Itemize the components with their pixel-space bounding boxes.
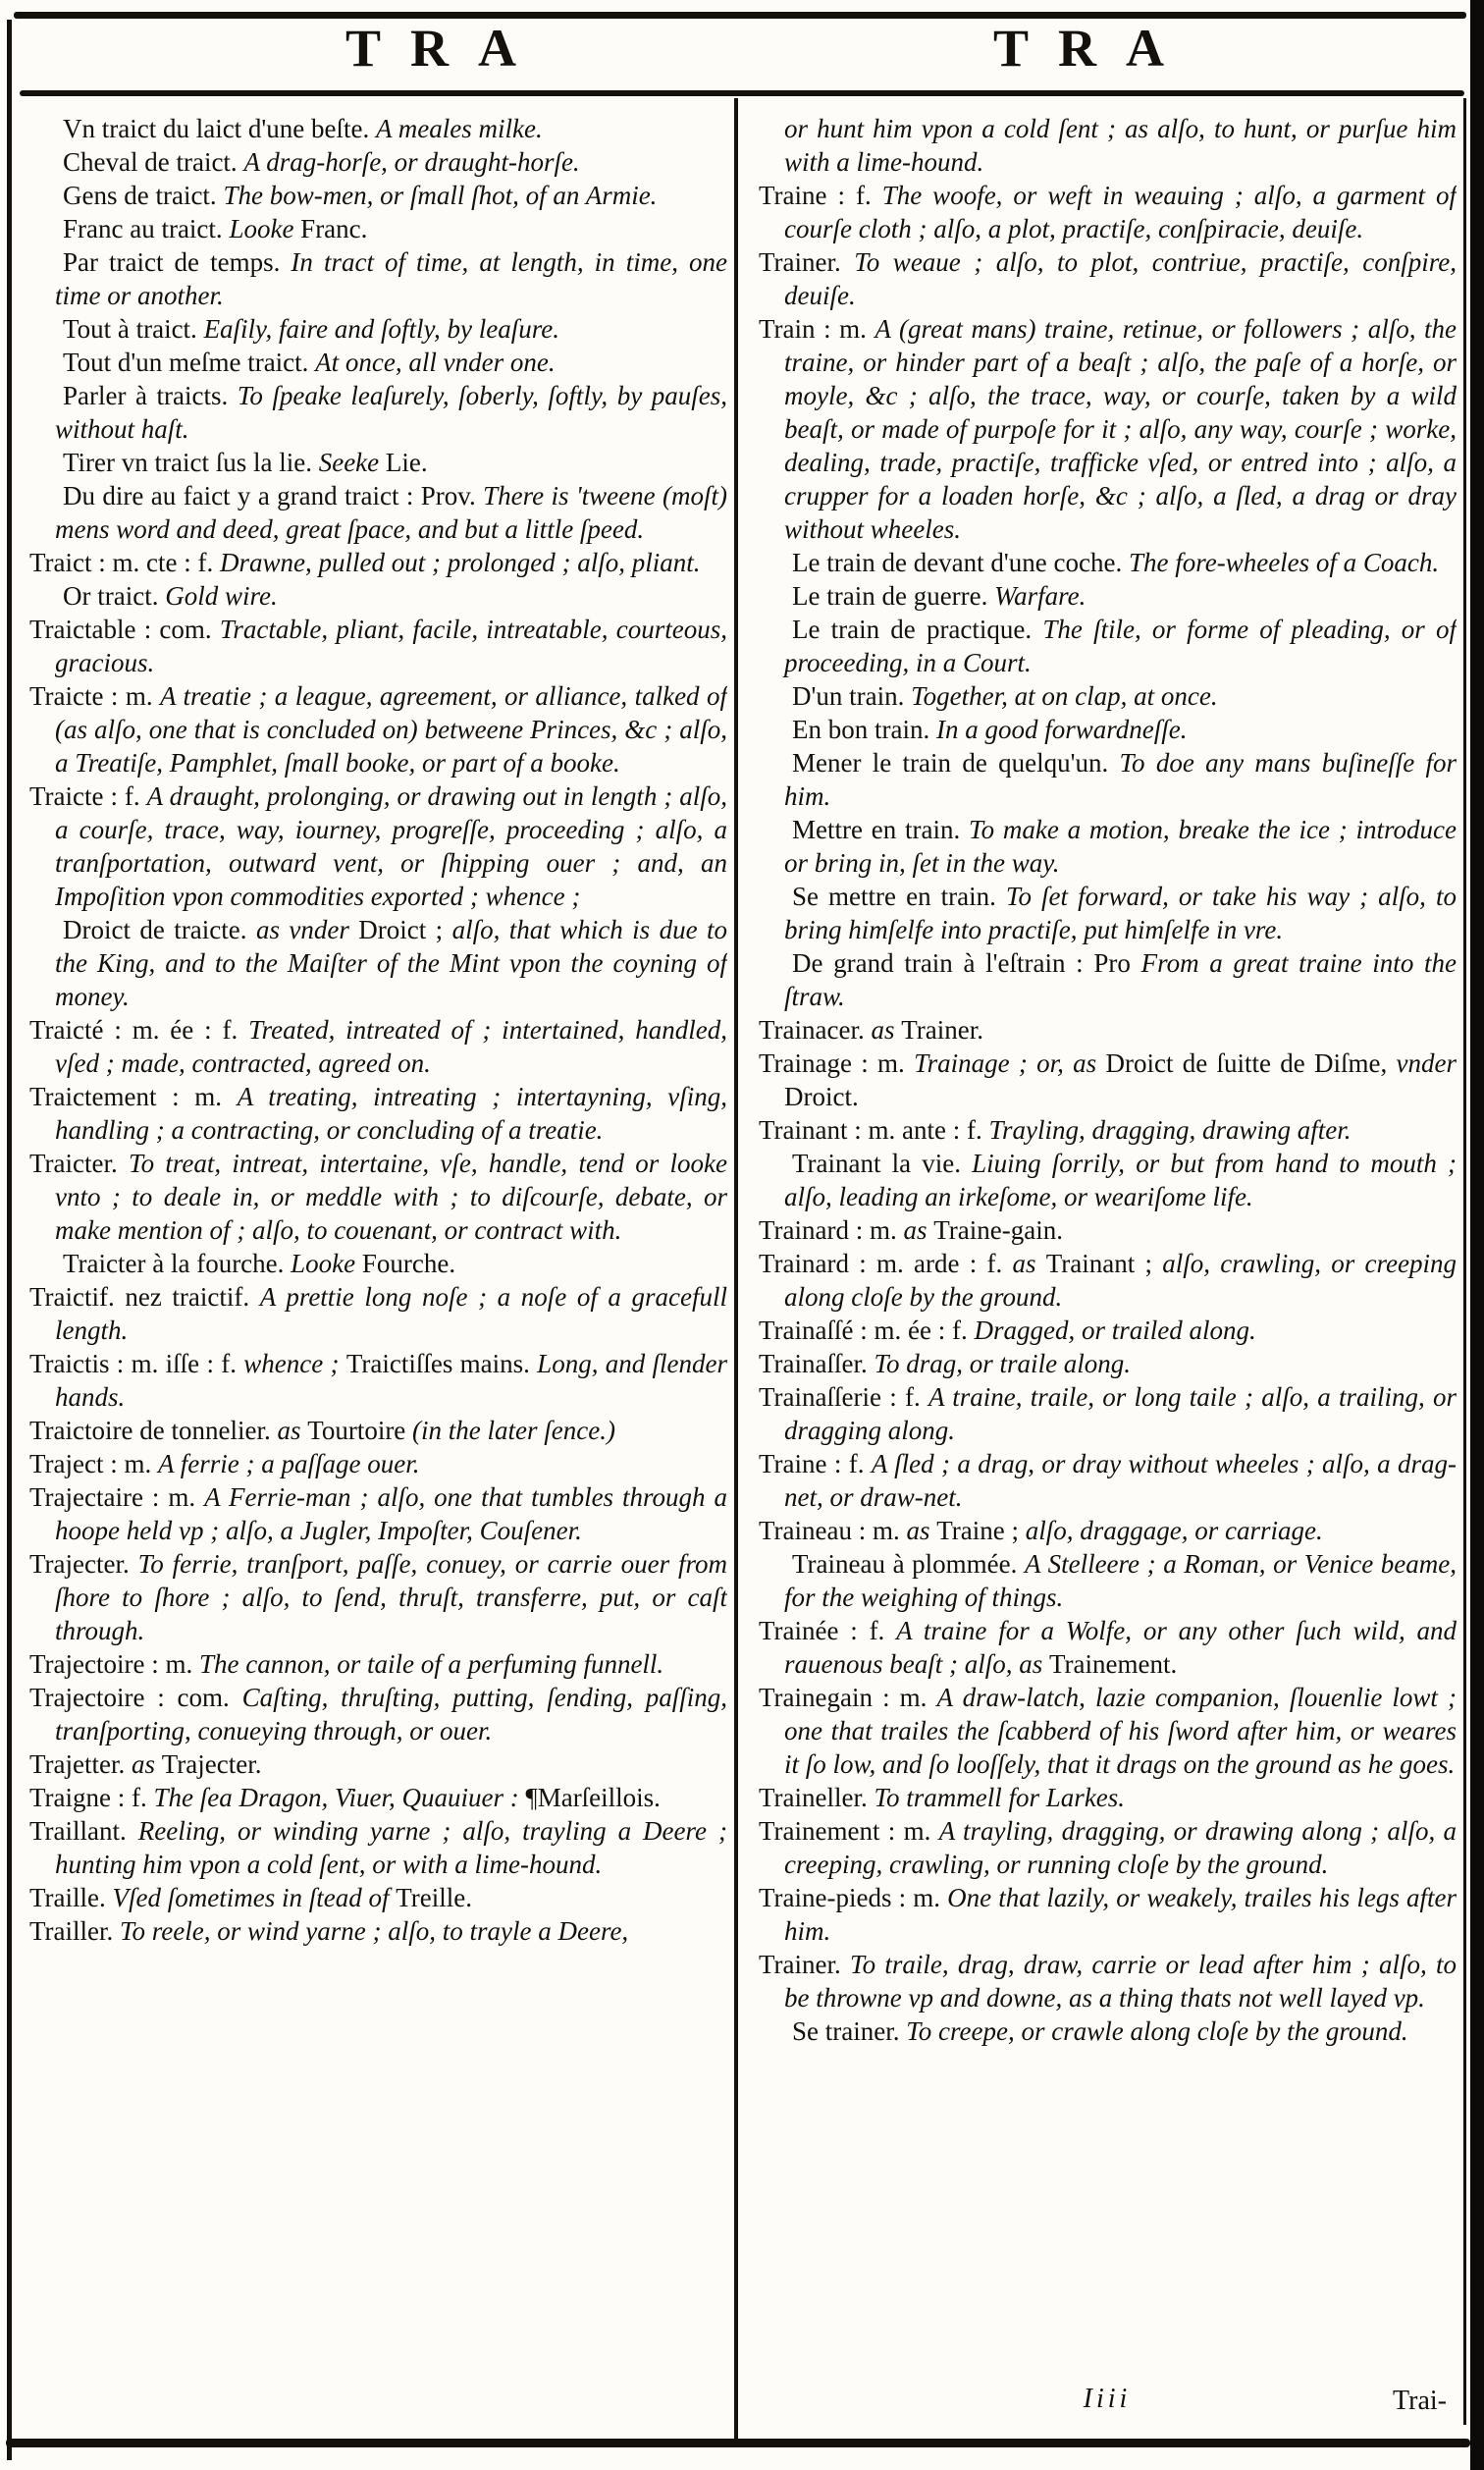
dictionary-entry [29, 1080, 727, 1147]
lemma-segment: Trainer. [759, 1950, 851, 1979]
gloss-segment: as [277, 1416, 308, 1445]
gloss-segment: One that lazily, or weakely, trailes his legs after him. [784, 1883, 1457, 1946]
lemma-segment: Traineau : m. [759, 1516, 907, 1545]
lemma-segment: Franc. [300, 214, 368, 243]
header-rule [20, 90, 1464, 96]
dictionary-entry [29, 112, 727, 145]
lemma-segment: Traicte : f. [29, 781, 147, 811]
gloss-segment: Together, at on clap, at once. [911, 681, 1218, 711]
gloss-segment: There is 'tweene (moſt) mens word and deed, great ſpace, and but a little ſpeed. [55, 481, 727, 544]
dictionary-entry [759, 1514, 1457, 1547]
lemma-segment: Droict. [784, 1082, 859, 1111]
gloss-segment: Tractable, pliant, facile, intreatable, courteous, gracious. [55, 615, 727, 677]
dictionary-entry [29, 1280, 727, 1347]
gloss-segment: Eaſily, faire and ſoftly, by leaſure. [203, 314, 560, 344]
lemma-segment: Traictis : m. iſſe : f. [29, 1349, 244, 1378]
lemma-segment: Droict ; [358, 915, 452, 944]
lemma-segment: Droict de traicte. [63, 915, 256, 944]
running-head-right: TRA [993, 19, 1194, 78]
dictionary-entry [29, 179, 727, 212]
column-right [759, 112, 1457, 2409]
lemma-segment: Se trainer. [792, 2016, 907, 2046]
lemma-segment: Trainement. [1049, 1649, 1178, 1679]
gloss-segment: To creepe, or crawle along cloſe by the ground. [906, 2016, 1408, 2046]
lemma-segment: Le train de devant d'une coche. [792, 548, 1129, 577]
column-left [29, 112, 727, 2409]
gloss-segment: A Stelleere ; a Roman, or Venice beame, for the weighing of things. [784, 1549, 1457, 1612]
gloss-segment: A draught, prolonging, or drawing out in length ; alſo, a courſe, trace, way, iourney, progreſſe, proceeding ; alſo, a tranſportation, outward vent, or ſhipping ouer ; and, an Impoſition vpon commodities exported ; whence ; [55, 781, 727, 911]
lemma-segment: Traine : f. [759, 181, 882, 210]
dictionary-entry [29, 613, 727, 679]
lemma-segment: Traject : m. [29, 1449, 158, 1478]
gloss-segment: To doe any mans buſineſſe for him. [784, 748, 1457, 811]
dictionary-entry [759, 1614, 1457, 1681]
gloss-segment: Trayling, dragging, drawing after. [988, 1115, 1352, 1145]
dictionary-entry [759, 1013, 1457, 1047]
lemma-segment: Tout à traict. [63, 314, 204, 344]
lemma-segment: Trainage : m. [759, 1048, 915, 1078]
lemma-segment: Trainer. [759, 247, 855, 277]
lemma-segment: Trainaſſé : m. ée : f. [759, 1316, 975, 1345]
lemma-segment: Fourche. [361, 1249, 456, 1278]
gloss-segment: Caſting, thruſting, putting, ſending, paſſing, tranſporting, conueying through, or ouer. [55, 1683, 727, 1745]
dictionary-entry [29, 1414, 727, 1447]
dictionary-entry [759, 746, 1457, 813]
dictionary-entry [759, 880, 1457, 946]
gloss-segment: alſo, that which is due to the King, and to the Maiſter of the Mint vpon the coyning of money. [55, 915, 727, 1011]
gloss-segment: as [1012, 1249, 1046, 1278]
lemma-segment: Traicté : m. ée : f. [29, 1015, 249, 1045]
lemma-segment: Trainée : f. [759, 1616, 897, 1645]
lemma-segment: Or traict. [63, 581, 166, 611]
lemma-segment: Trainaſſer. [759, 1349, 874, 1378]
lemma-segment: Trainard : m. [759, 1215, 904, 1245]
gloss-segment: A traine for a Wolfe, or any other ſuch wild, and rauenous beaſt ; alſo, as [784, 1616, 1457, 1679]
dictionary-entry [759, 312, 1457, 546]
gloss-segment: alſo, crawling, or creeping along cloſe by the ground. [784, 1249, 1457, 1312]
dictionary-entry [29, 679, 727, 779]
lemma-segment: Traictiſſes mains. [345, 1349, 538, 1378]
dictionary-entry [29, 1881, 727, 1914]
dictionary-entry [29, 913, 727, 1013]
dictionary-entry [759, 112, 1457, 179]
dictionary-entry [29, 546, 727, 579]
lemma-segment: Gens de traict. [63, 181, 224, 210]
lemma-segment: Traine-pieds : m. [759, 1883, 948, 1912]
lemma-segment: Traictif. nez traictif. [29, 1282, 260, 1312]
lemma-segment: Traicter. [29, 1149, 130, 1178]
lemma-segment: Traille. [29, 1883, 113, 1912]
lemma-segment: Tirer vn traict ſus la lie. [63, 448, 319, 477]
dictionary-entry [29, 212, 727, 245]
lemma-segment: Train : m. [759, 314, 875, 344]
dictionary-entry [29, 446, 727, 479]
lemma-segment: Trainacer. [759, 1015, 872, 1045]
lemma-segment: Traicte : m. [29, 681, 161, 711]
lemma-segment: Trajectoire : m. [29, 1649, 199, 1679]
gloss-segment: whence ; [243, 1349, 346, 1378]
gloss-segment: Looke [291, 1249, 362, 1278]
lemma-segment: D'un train. [792, 681, 912, 711]
gloss-segment: The bow-men, or ſmall ſhot, of an Armie. [223, 181, 658, 210]
gloss-segment: as vnder [255, 915, 359, 944]
gloss-segment: A ferrie ; a paſſage ouer. [158, 1449, 420, 1478]
dictionary-entry [759, 2014, 1457, 2048]
gloss-segment: Dragged, or trailed along. [974, 1316, 1256, 1345]
dictionary-entry [29, 1347, 727, 1414]
top-border-rule [14, 12, 1466, 19]
lemma-segment: Trajetter. [29, 1749, 132, 1779]
page-left-edge [7, 20, 12, 2460]
gloss-segment: A drag-horſe, or draught-horſe. [243, 147, 580, 177]
gloss-segment: Seeke [318, 448, 386, 477]
gloss-segment: A (great mans) traine, retinue, or followers ; alſo, the traine, or hinder part of a beaſt ; alſo, the paſe of a horſe, or moyle, &c ; alſo, the trace, way, or courſe, taken by a wild beaſt, or made of purpoſe for it ; alſo, any way, courſe ; worke, dealing, trade, practiſe, trafficke vſed, or entred into ; alſo, a crupper for a loaden horſe, &c ; alſo, a ſled, a drag or dray without wheeles. [784, 314, 1457, 544]
dictionary-entry [29, 1447, 727, 1480]
dictionary-entry [759, 1247, 1457, 1314]
gloss-segment: To treat, intreat, intertaine, vſe, handle, tend or looke vnto ; to deale in, or meddle with ; to diſcourſe, debate, or make mention of ; alſo, to couenant, or contract with. [55, 1149, 727, 1245]
gloss-segment: The ſtile, or forme of pleading, or of proceeding, in a Court. [784, 615, 1457, 677]
dictionary-entry [759, 613, 1457, 679]
bottom-border-rule [6, 2439, 1470, 2447]
lemma-segment: Se mettre en train. [792, 882, 1006, 911]
gloss-segment: To reele, or wind yarne ; alſo, to trayle a Deere, [120, 1916, 629, 1946]
lemma-segment: Traigne : f. [29, 1783, 154, 1812]
lemma-segment: De grand train à l'eſtrain : Pro [792, 948, 1141, 978]
gloss-segment: A treating, intreating ; intertayning, vſing, handling ; a contracting, or concluding of a treatie. [55, 1082, 727, 1145]
lemma-segment: Mener le train de quelqu'un. [792, 748, 1120, 778]
lemma-segment: Trajectoire : com. [29, 1683, 242, 1712]
lemma-segment: Par traict de temps. [63, 247, 292, 277]
footer-line [758, 2384, 1457, 2423]
gloss-segment: Vſed ſometimes in ſtead of [112, 1883, 397, 1912]
text-block [29, 112, 1457, 2409]
lemma-segment: Traine : f. [759, 1449, 872, 1478]
lemma-segment: Trajectaire : m. [29, 1482, 205, 1512]
lemma-segment: Traineau à plommée. [792, 1549, 1025, 1579]
lemma-segment: Traict : m. cte : f. [29, 548, 220, 577]
gloss-segment: A traine, traile, or long taile ; alſo, a trailing, or dragging along. [784, 1382, 1457, 1445]
gloss-segment: Long, and ſlender hands. [55, 1349, 727, 1412]
running-head-left: TRA [345, 19, 547, 78]
gloss-segment: Warfare. [994, 581, 1086, 611]
lemma-segment: En bon train. [792, 715, 936, 744]
dictionary-entry [759, 1213, 1457, 1247]
dictionary-entry [759, 1314, 1457, 1347]
gloss-segment: To drag, or traile along. [874, 1349, 1132, 1378]
gloss-segment: The cannon, or taile of a perfuming funnell. [198, 1649, 664, 1679]
lemma-segment: Trainer. [901, 1015, 984, 1045]
dictionary-entry [759, 579, 1457, 613]
gloss-segment: To traile, drag, draw, carrie or lead after him ; alſo, to be throwne vp and downe, as a thing thats not well layed vp. [784, 1950, 1457, 2013]
gloss-segment: Looke [229, 214, 301, 243]
gloss-segment: Reeling, or winding yarne ; alſo, trayling a Deere ; hunting him vpon a cold ſent, or with a lime-hound. [55, 1816, 727, 1879]
dictionary-entry [759, 1147, 1457, 1213]
lemma-segment: Vn traict du laict d'une beſte. [63, 114, 377, 143]
lemma-segment: Mettre en train. [792, 815, 970, 844]
gloss-segment: alſo, draggage, or carriage. [1025, 1516, 1323, 1545]
dictionary-entry [29, 1547, 727, 1647]
lemma-segment: Droict de ſuitte de Diſme, [1105, 1048, 1397, 1078]
dictionary-entry [759, 813, 1457, 880]
page-right-edge [1470, 0, 1484, 2470]
lemma-segment: ¶Marſeillois. [525, 1783, 661, 1812]
dictionary-entry [759, 546, 1457, 579]
page-right-frame-line [1463, 98, 1466, 2425]
gloss-segment: From a great traine into the ſtraw. [784, 948, 1457, 1011]
dictionary-entry [29, 1747, 727, 1781]
gloss-segment: In tract of time, at length, in time, one time or another. [55, 247, 727, 310]
lemma-segment: Trajecter. [161, 1749, 262, 1779]
gloss-segment: To trammell for Larkes. [874, 1783, 1126, 1812]
lemma-segment: Trainant ; [1045, 1249, 1163, 1278]
lemma-segment: Trainant : m. ante : f. [759, 1115, 989, 1145]
dictionary-entry [759, 1547, 1457, 1614]
dictionary-entry [29, 312, 727, 346]
dictionary-entry [29, 1681, 727, 1747]
gloss-segment: Drawne, pulled out ; prolonged ; alſo, pliant. [219, 548, 701, 577]
lemma-segment: Tourtoire [307, 1416, 413, 1445]
dictionary-entry [759, 1047, 1457, 1113]
gloss-segment: The fore-wheeles of a Coach. [1128, 548, 1440, 577]
lemma-segment: Tout d'un meſme traict. [63, 348, 316, 377]
gloss-segment: vnder [1396, 1048, 1457, 1078]
lemma-segment: Trainegain : m. [759, 1683, 937, 1712]
dictionary-entry [29, 1914, 727, 1948]
gloss-segment: To make a motion, breake the ice ; introduce or bring in, ſet in the way. [784, 815, 1457, 878]
gloss-segment: Treated, intreated of ; intertained, handled, vſed ; made, contracted, agreed on. [55, 1015, 727, 1078]
gloss-segment: At once, all vnder one. [315, 348, 556, 377]
gloss-segment: as [132, 1749, 162, 1779]
dictionary-entry [29, 1147, 727, 1247]
gloss-segment: as [903, 1215, 934, 1245]
lemma-segment: Traine-gain. [933, 1215, 1063, 1245]
lemma-segment: Le train de practique. [792, 615, 1043, 644]
signature-mark: Iiii [1083, 2384, 1132, 2414]
lemma-segment: Lie. [385, 448, 428, 477]
lemma-segment: Trainard : m. arde : f. [759, 1249, 1013, 1278]
dictionary-entry [29, 145, 727, 179]
dictionary-entry [759, 946, 1457, 1013]
gloss-segment: (in the later ſence.) [412, 1416, 615, 1445]
dictionary-entry [29, 1480, 727, 1547]
gloss-segment: Trainage ; or, as [914, 1048, 1106, 1078]
gloss-segment: To ſpeake leaſurely, ſoberly, ſoftly, by pauſes, without haſt. [55, 381, 727, 444]
lemma-segment: Trainement : m. [759, 1816, 939, 1846]
lemma-segment: Traillant. [29, 1816, 138, 1846]
gloss-segment: A trayling, dragging, or drawing along ; alſo, a creeping, crawling, or running cloſe by the ground. [784, 1816, 1457, 1879]
catchword: Trai- [1393, 2386, 1447, 2416]
lemma-segment: Trajecter. [29, 1549, 138, 1579]
gloss-segment: Liuing ſorrily, or but from hand to mouth ; alſo, leading an irkeſome, or weariſome life. [784, 1149, 1457, 1211]
gloss-segment: A Ferrie-man ; alſo, one that tumbles through a hoope held vp ; alſo, a Jugler, Impoſter, Couſener. [55, 1482, 727, 1545]
lemma-segment: Du dire au faict y a grand traict : Prov. [63, 481, 484, 510]
lemma-segment: Traicter à la fourche. [63, 1249, 292, 1278]
dictionary-entry [759, 1380, 1457, 1447]
lemma-segment: Parler à traicts. [63, 381, 238, 410]
gloss-segment: To ferrie, tranſport, paſſe, conuey, or carrie ouer from ſhore to ſhore ; alſo, to ſend, thruſt, transferre, put, or caſt through. [55, 1549, 727, 1645]
dictionary-entry [29, 579, 727, 613]
dictionary-entry [29, 1247, 727, 1280]
dictionary-entry [759, 1881, 1457, 1948]
dictionary-entry [29, 479, 727, 546]
dictionary-entry [759, 1347, 1457, 1380]
lemma-segment: Franc au traict. [63, 214, 230, 243]
dictionary-entry [759, 1814, 1457, 1881]
dictionary-entry [29, 1781, 727, 1814]
dictionary-entry [759, 679, 1457, 713]
dictionary-entry [29, 346, 727, 379]
gloss-segment: The woofe, or weft in weauing ; alſo, a garment of courſe cloth ; alſo, a plot, practiſe, conſpiracie, deuiſe. [784, 181, 1457, 243]
dictionary-entry [29, 379, 727, 446]
gloss-segment: A ſled ; a drag, or dray without wheeles ; alſo, a drag-net, or draw-net. [784, 1449, 1457, 1512]
lemma-segment: Traineller. [759, 1783, 874, 1812]
lemma-segment: Traictoire de tonnelier. [29, 1416, 278, 1445]
dictionary-entry [29, 779, 727, 913]
lemma-segment: Cheval de traict. [63, 147, 244, 177]
dictionary-entry [29, 1814, 727, 1881]
gloss-segment: as [906, 1516, 937, 1545]
dictionary-entry [759, 1781, 1457, 1814]
lemma-segment: Traictable : com. [29, 615, 220, 644]
lemma-segment: Trailler. [29, 1916, 121, 1946]
lemma-segment: Trainant la vie. [792, 1149, 973, 1178]
gloss-segment: To weaue ; alſo, to plot, contriue, practiſe, conſpire, deuiſe. [784, 247, 1457, 310]
gloss-segment: A prettie long noſe ; a noſe of a gracefull length. [55, 1282, 727, 1345]
dictionary-entry [29, 1013, 727, 1080]
gloss-segment: A meales milke. [376, 114, 543, 143]
dictionary-entry [759, 1948, 1457, 2014]
dictionary-entry [29, 1647, 727, 1681]
lemma-segment: Treille. [396, 1883, 472, 1912]
dictionary-entry [29, 245, 727, 312]
lemma-segment: Trainaſſerie : f. [759, 1382, 928, 1412]
dictionary-entry [759, 713, 1457, 746]
gloss-segment: To ſet forward, or take his way ; alſo, to bring himſelfe into practiſe, put himſelfe in vre. [784, 882, 1457, 944]
dictionary-entry [759, 245, 1457, 312]
dictionary-entry [759, 1681, 1457, 1781]
gloss-segment: or hunt him vpon a cold ſent ; as alſo, to hunt, or purſue him with a lime-hound. [784, 114, 1457, 177]
lemma-segment: Le train de guerre. [792, 581, 995, 611]
dictionary-entry [759, 1447, 1457, 1514]
gloss-segment: A draw-latch, lazie companion, ſlouenlie lowt ; one that trailes the ſcabberd of his ſword after him, or weares it ſo low, and ſo looſſely, that it drags on the ground as he goes. [784, 1683, 1457, 1779]
lemma-segment: Traictement : m. [29, 1082, 238, 1111]
dictionary-entry [759, 179, 1457, 245]
gloss-segment: Gold wire. [165, 581, 278, 611]
gloss-segment: The ſea Dragon, Viuer, Quauiuer : [153, 1783, 526, 1812]
dictionary-entry [759, 1113, 1457, 1147]
gloss-segment: In a good forwardneſſe. [935, 715, 1188, 744]
gloss-segment: A treatie ; a league, agreement, or alliance, talked of (as alſo, one that is concluded on) betweene Princes, &c ; alſo, a Treatiſe, Pamphlet, ſmall booke, or part of a booke. [55, 681, 727, 778]
lemma-segment: Traine ; [936, 1516, 1026, 1545]
gloss-segment: as [871, 1015, 902, 1045]
